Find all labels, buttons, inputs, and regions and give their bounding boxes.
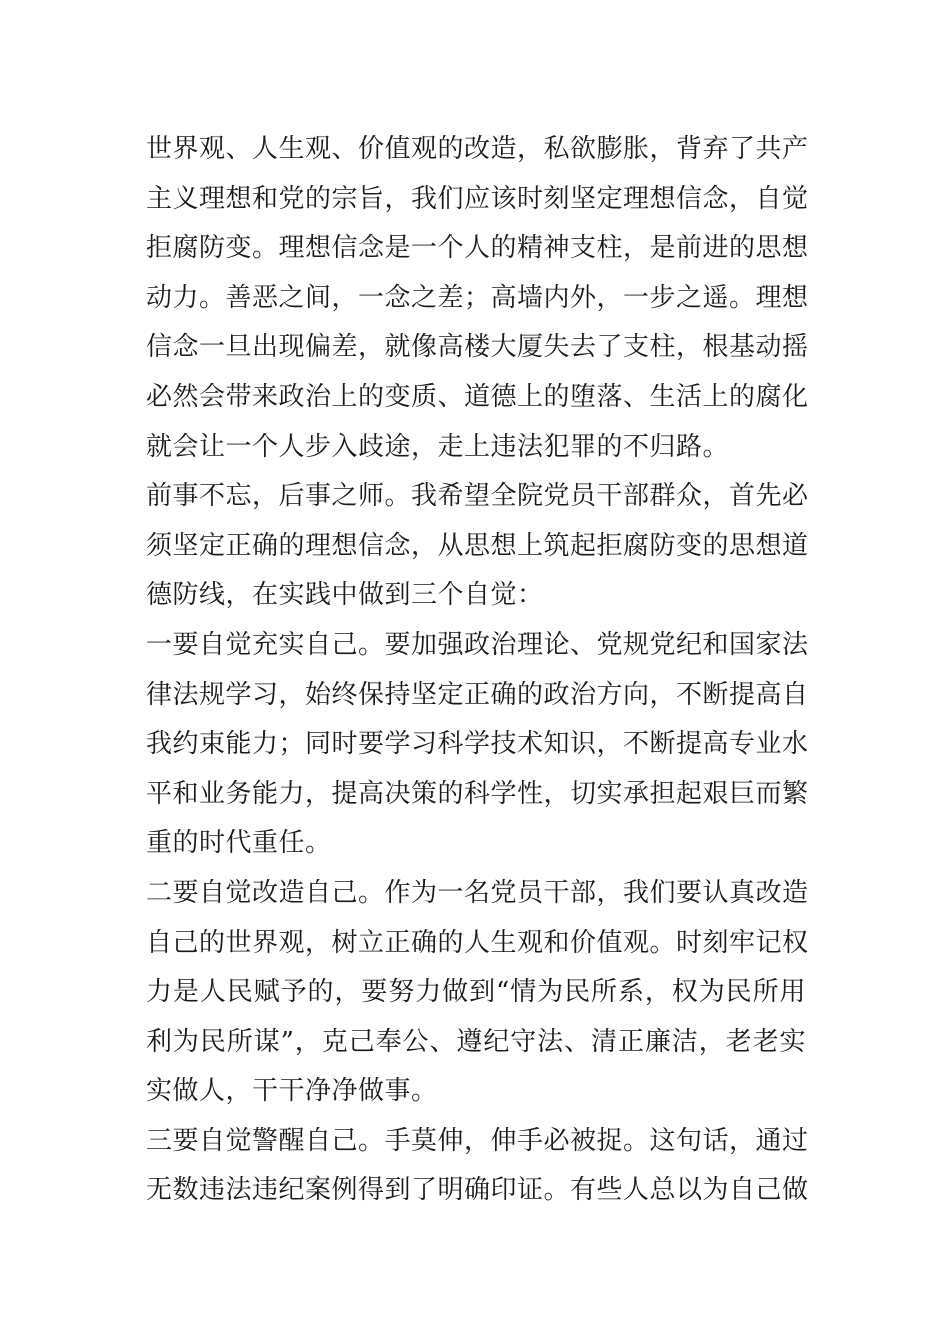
text-line: 信念一旦出现偏差，就像高楼大厦失去了支柱，根基动摇: [146, 332, 809, 363]
document-body: [146, 125, 809, 1216]
text-line: 一要自觉充实自己。要加强政治理论、党规党纪和国家法: [146, 629, 809, 660]
paragraph-5: [146, 1117, 809, 1216]
text-line: 德防线，在实践中做到三个自觉：: [146, 580, 544, 611]
text-line: 必然会带来政治上的变质、道德上的堕落、生活上的腐化: [146, 381, 809, 412]
text-line: 无数违法违纪案例得到了明确印证。有些人总以为自己做: [146, 1175, 809, 1206]
text-line: 利为民所谋”，克己奉公、遵纪守法、清正廉洁，老老实: [146, 1026, 806, 1057]
text-line: 律法规学习，始终保持坚定正确的政治方向，不断提高自: [146, 679, 809, 710]
text-line: 三要自觉警醒自己。手莫伸，伸手必被捉。这句话，通过: [146, 1125, 809, 1156]
text-line: 实做人，干干净净做事。: [146, 1076, 438, 1107]
text-line: 世界观、人生观、价值观的改造，私欲膨胀，背弃了共产: [146, 134, 809, 164]
paragraph-3: [146, 621, 809, 869]
text-line: 拒腐防变。理想信念是一个人的精神支柱，是前进的思想: [146, 233, 809, 264]
text-line: 我约束能力；同时要学习科学技术知识，不断提高专业水: [146, 729, 809, 760]
paragraph-1: [146, 125, 809, 472]
text-line: 主义理想和党的宗旨，我们应该时刻坚定理想信念，自觉: [146, 183, 809, 214]
text-line: 平和业务能力，提高决策的科学性，切实承担起艰巨而繁: [146, 778, 809, 809]
text-line: 须坚定正确的理想信念，从思想上筑起拒腐防变的思想道: [146, 530, 809, 561]
text-line: 就会让一个人步入歧途，走上违法犯罪的不归路。: [146, 431, 730, 462]
text-line: 力是人民赋予的，要努力做到“情为民所系，权为民所用: [146, 977, 806, 1008]
text-line: 前事不忘，后事之师。我希望全院党员干部群众，首先必: [146, 481, 809, 512]
paragraph-4: [146, 869, 809, 1117]
text-line: 二要自觉改造自己。作为一名党员干部，我们要认真改造: [146, 877, 809, 908]
text-line: 自己的世界观，树立正确的人生观和价值观。时刻牢记权: [146, 927, 809, 958]
text-line: 动力。善恶之间，一念之差；高墙内外，一步之遥。理想: [146, 282, 809, 313]
paragraph-2: [146, 472, 809, 621]
text-line: 重的时代重任。: [146, 828, 332, 859]
